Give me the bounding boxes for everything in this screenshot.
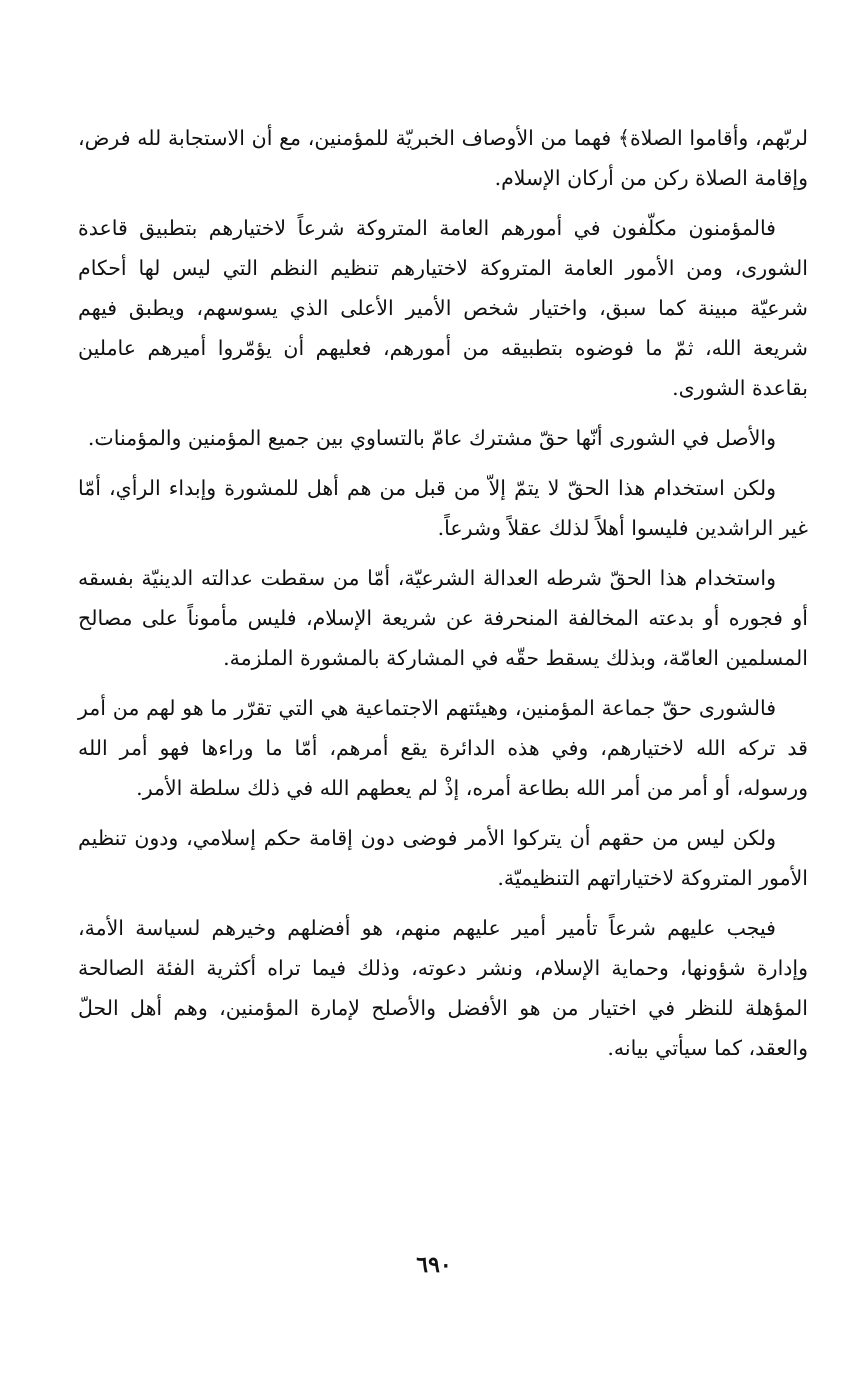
paragraph-7: ولكن ليس من حقهم أن يتركوا الأمر فوضى دون إقامة حكم إسلامي، ودون تنظيم الأمور المتروكة لاختياراتهم التنظيميّة. xyxy=(78,826,808,890)
paragraph-3: والأصل في الشورى أنّها حقّ مشترك عامّ بالتساوي بين جميع المؤمنين والمؤمنات. xyxy=(87,426,776,450)
paragraph-1: لربّهم، وأقاموا الصلاة﴾ فهما من الأوصاف الخبريّة للمؤمنين، مع أن الاستجابة لله فرض، وإقامة الصلاة ركن من أركان الإسلام. xyxy=(78,126,808,190)
page-body xyxy=(78,118,808,1078)
paragraph-4: ولكن استخدام هذا الحقّ لا يتمّ إلاّ من قبل من هم أهل للمشورة وإبداء الرأي، أمّا غير الراشدين فليسوا أهلاً لذلك عقلاً وشرعاً. xyxy=(78,476,808,540)
paragraph-6: فالشورى حقّ جماعة المؤمنين، وهيئتهم الاجتماعية هي التي تقرّر ما هو لهم من أمر قد تركه الله لاختيارهم، وفي هذه الدائرة يقع أمرهم، أمّا ما وراءها فهو أمر الله ورسوله، أو أمر من أمر الله بطاعة أمره، إذْ لم يعطهم الله في ذلك سلطة الأمر. xyxy=(78,696,808,800)
paragraph-5: واستخدام هذا الحقّ شرطه العدالة الشرعيّة، أمّا من سقطت عدالته الدينيّة بفسقه أو فجوره أو بدعته المخالفة المنحرفة عن شريعة الإسلام، فليس مأموناً على مصالح المسلمين العامّة، وبذلك يسقط حقّه في المشاركة بالمشورة الملزمة. xyxy=(78,566,808,670)
paragraph-8: فيجب عليهم شرعاً تأمير أمير عليهم منهم، هو أفضلهم وخيرهم لسياسة الأمة، وإدارة شؤونها، وحماية الإسلام، ونشر دعوته، وذلك فيما تراه أكثرية الفئة الصالحة المؤهلة للنظر في اختيار من هو الأفضل والأصلح لإمارة المؤمنين، وهم أهل الحلّ والعقد، كما سيأتي بيانه. xyxy=(78,916,808,1060)
page-number: ٦٩٠ xyxy=(416,1252,452,1278)
paragraph-2: فالمؤمنون مكلّفون في أمورهم العامة المتروكة شرعاً لاختيارهم بتطبيق قاعدة الشورى، ومن الأمور العامة المتروكة لاختيارهم تنظيم النظم التي ليس لها أحكام شرعيّة مبينة كما سبق، واختيار شخص الأمير الأعلى الذي يسوسهم، ويطبق فيهم شريعة الله، ثمّ ما فوضوه بتطبيقه من أمورهم، فعليهم أن يؤمّروا أميرهم عاملين بقاعدة الشورى. xyxy=(78,216,808,400)
